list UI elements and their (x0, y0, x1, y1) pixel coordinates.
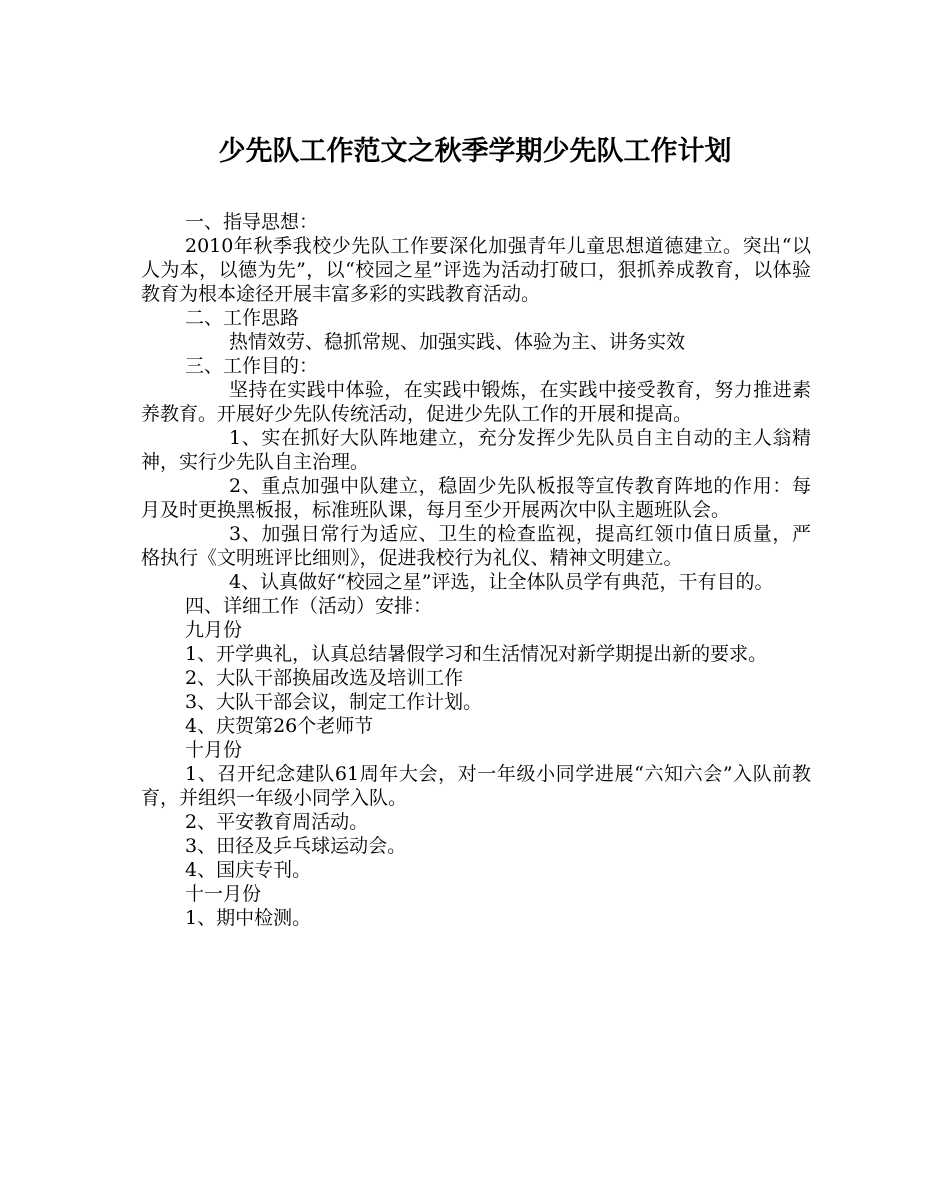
paragraph: 2、平安教育周活动。 (185, 811, 369, 833)
paragraph: 2010年秋季我校少先队工作要深化加强青年儿童思想道德建立。突出“以人为本，以德为先”，以“校园之星”评选为活动打破口，狠抓养成教育，以体验教育为根本途径开展丰富多彩的实践教育活动。 (141, 235, 811, 305)
paragraph: 九月份 (185, 619, 243, 641)
document-title: 少先队工作范文之秋季学期少先队工作计划 (218, 136, 732, 167)
paragraph: 1、实在抓好大队阵地建立，充分发挥少先队员自主自动的主人翁精神，实行少先队自主治理。 (141, 427, 811, 473)
paragraph: 十月份 (185, 739, 243, 761)
paragraph: 三、工作目的： (185, 355, 319, 377)
paragraph: 3、加强日常行为适应、卫生的检查监视，提高红领巾值日质量，严格执行《文明班评比细则》，促进我校行为礼仪、精神文明建立。 (141, 523, 811, 569)
paragraph: 1、期中检测。 (185, 907, 312, 929)
paragraph: 4、国庆专刊。 (185, 859, 312, 881)
paragraph: 四、详细工作（活动）安排： (185, 595, 433, 617)
paragraph: 3、大队干部会议，制定工作计划。 (185, 691, 483, 713)
document-body (141, 210, 811, 930)
paragraph: 1、召开纪念建队61周年大会，对一年级小同学进展“六知六会”入队前教育，并组织一年级小同学入队。 (141, 763, 811, 809)
paragraph: 4、认真做好“校园之星”评选，让全体队员学有典范，干有目的。 (229, 571, 774, 593)
paragraph: 一、指导思想： (185, 211, 319, 233)
paragraph: 2、大队干部换届改选及培训工作 (185, 667, 464, 689)
paragraph: 1、开学典礼，认真总结暑假学习和生活情况对新学期提出新的要求。 (185, 643, 768, 665)
paragraph: 坚持在实践中体验，在实践中锻炼，在实践中接受教育，努力推进素养教育。开展好少先队传统活动，促进少先队工作的开展和提高。 (141, 379, 811, 425)
paragraph: 4、庆贺第26个老师节 (185, 715, 374, 737)
paragraph: 3、田径及乒乓球运动会。 (185, 835, 407, 857)
paragraph: 十一月份 (185, 883, 262, 905)
paragraph: 热情效劳、稳抓常规、加强实践、体验为主、讲务实效 (229, 331, 686, 353)
paragraph: 2、重点加强中队建立，稳固少先队板报等宣传教育阵地的作用：每月及时更换黑板报，标准班队课，每月至少开展两次中队主题班队会。 (141, 475, 811, 521)
paragraph: 二、工作思路 (185, 307, 300, 329)
